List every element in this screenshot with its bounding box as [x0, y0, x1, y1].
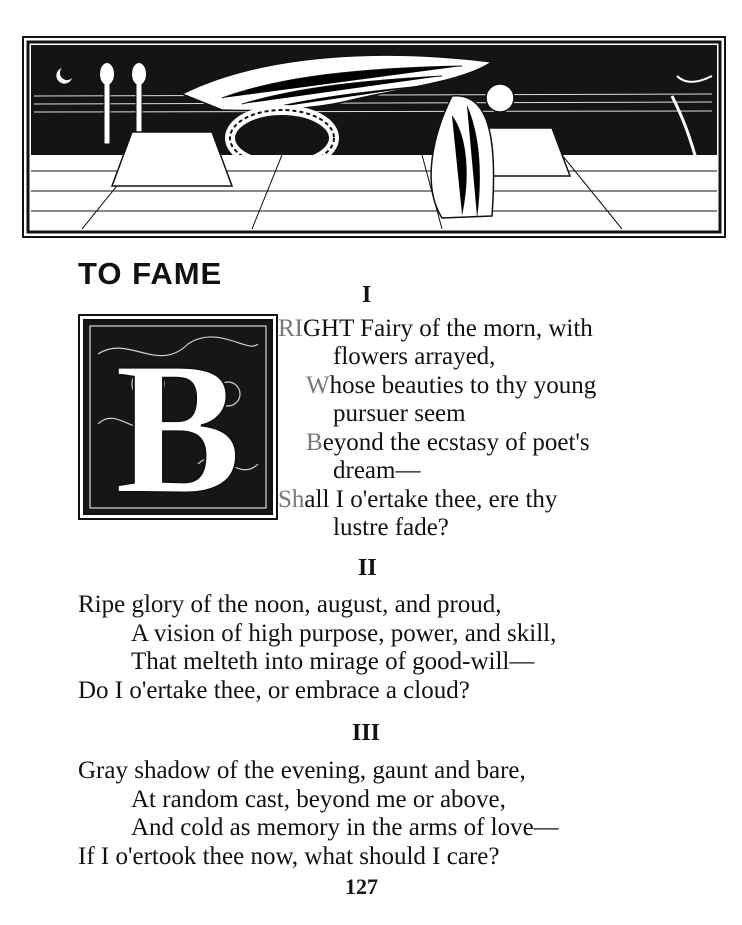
page-number: 127: [345, 874, 378, 899]
stanza-numeral: I: [362, 282, 372, 308]
stanza-numeral: III: [352, 720, 381, 746]
poem-line: lustre fade?: [333, 514, 449, 541]
header-illustration: [22, 36, 726, 238]
poem-line: At random cast, beyond me or above,: [131, 786, 506, 813]
poem-title: TO FAME: [78, 256, 223, 291]
poem-line: That melteth into mirage of good-will—: [131, 648, 535, 675]
poem-line: Beyond the ecstasy of poet's: [306, 429, 590, 456]
poem-line: Whose beauties to thy young: [306, 372, 597, 399]
poem-line: If I o'ertook thee now, what should I care?: [78, 843, 500, 870]
stanza-numeral: II: [358, 555, 377, 581]
winged-figure-with-wreath-engraving-icon: [22, 36, 726, 238]
drop-cap-continuation: RI: [278, 315, 303, 342]
poem-line: A vision of high purpose, power, and skill,: [131, 620, 557, 647]
poem-line: flowers arrayed,: [333, 343, 496, 370]
poem-line: And cold as memory in the arms of love—: [131, 814, 559, 841]
drop-cap-letter: B: [114, 324, 242, 520]
poem-line: Gray shadow of the evening, gaunt and bare,: [78, 757, 526, 784]
drop-cap-continuation: Sh: [278, 486, 305, 513]
drop-cap-initial: [78, 314, 278, 520]
poem-line: pursuer seem: [333, 400, 466, 427]
poem-line: Do I o'ertake thee, or embrace a cloud?: [78, 677, 470, 704]
poem-line: Ripe glory of the noon, august, and proud,: [78, 591, 502, 618]
drop-cap-continuation: B: [306, 429, 323, 456]
ornate-drop-cap-frame-icon: [78, 314, 278, 520]
poem-line: dream—: [333, 457, 421, 484]
drop-cap-continuation: W: [306, 372, 330, 399]
poem-line: Shall I o'ertake thee, ere thy: [278, 486, 558, 513]
poem-line: RIGHT Fairy of the morn, with: [278, 315, 593, 342]
